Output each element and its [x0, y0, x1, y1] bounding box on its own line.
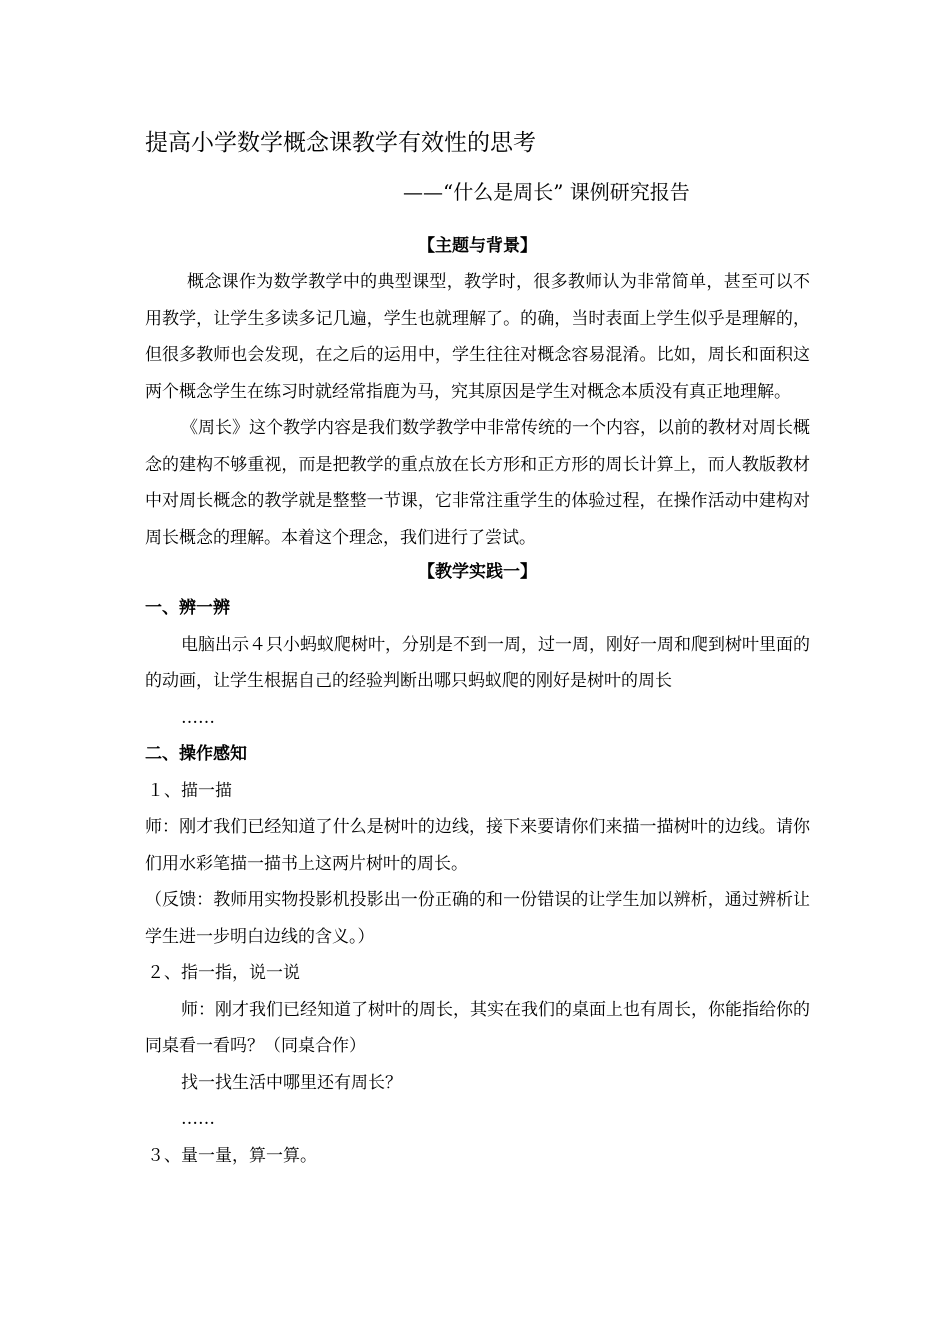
step2-label: ２、指一指，说一说 [147, 963, 300, 983]
part1-heading: 一、辨一辨 [145, 598, 230, 618]
part2-heading: 二、操作感知 [145, 744, 247, 764]
part1-text: 电脑出示４只小蚂蚁爬树叶，分别是不到一周，过一周，刚好一周和爬到树叶里面的的动画，让学生根据自己的经验判断出哪只蚂蚁爬的刚好是树叶的周长 [145, 634, 810, 691]
document-title: 提高小学数学概念课教学有效性的思考 [145, 130, 536, 156]
ellipsis-1: …… [181, 707, 215, 728]
paragraph-2: 《周长》这个教学内容是我们数学教学中非常传统的一个内容，以前的教材对周长概念的建构不够重视，而是把教学的重点放在长方形和正方形的周长计算上，而人教版教材中对周长概念的教学就是整整一节课，它非常注重学生的体验过程，在操作活动中建构对周长概念的理解。本着这个理念，我们进行了尝试。 [145, 418, 810, 548]
ellipsis-2: …… [181, 1109, 215, 1129]
step2-text-2: 找一找生活中哪里还有周长？ [181, 1072, 402, 1093]
step1-feedback: （反馈：教师用实物投影机投影出一份正确的和一份错误的让学生加以辨析，通过辨析让学生进一步明白边线的含义。） [145, 890, 810, 947]
section-heading-background: 【主题与背景】 [418, 236, 537, 256]
document-subtitle: ——“什么是周长” 课例研究报告 [403, 180, 690, 204]
step3-label: ３、量一量，算一算。 [147, 1145, 317, 1166]
step2-text: 师：刚才我们已经知道了树叶的周长，其实在我们的桌面上也有周长，你能指给你的同桌看一看吗？（同桌合作） [145, 999, 810, 1056]
paragraph-1: 概念课作为数学教学中的典型课型，教学时，很多教师认为非常简单，甚至可以不用教学，让学生多读多记几遍，学生也就理解了。的确，当时表面上学生似乎是理解的，但很多教师也会发现，在之后的运用中，学生往往对概念容易混淆。比如，周长和面积这两个概念学生在练习时就经常指鹿为马，究其原因是学生对概念本质没有真正地理解。 [145, 272, 810, 402]
section-heading-practice: 【教学实践一】 [418, 562, 537, 582]
step1-label: １、描一描 [147, 780, 232, 801]
document-page [145, 128, 810, 1174]
step1-text: 师：刚才我们已经知道了什么是树叶的边线，接下来要请你们来描一描树叶的边线。请你们用水彩笔描一描书上这两片树叶的周长。 [145, 817, 810, 874]
